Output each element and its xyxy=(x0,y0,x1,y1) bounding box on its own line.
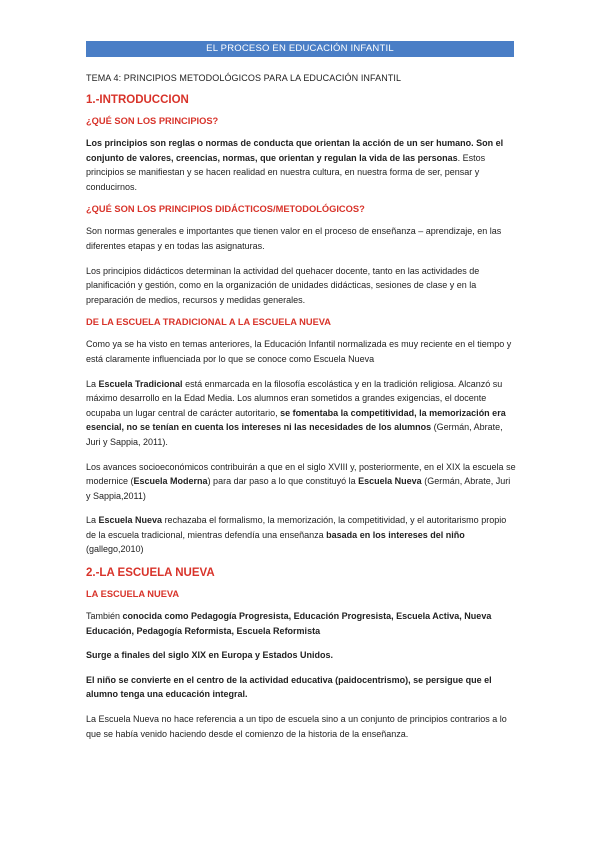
section-heading-escuela-nueva: 2.-LA ESCUELA NUEVA xyxy=(86,567,215,580)
citation: (Germán, Abrate, Juri y Sappia,2011) xyxy=(86,476,511,501)
subheading-que-son-principios: ¿QUÉ SON LOS PRINCIPIOS? xyxy=(86,116,219,126)
text: ) para dar paso a lo que constituyó la xyxy=(207,476,359,487)
bold-text: Escuela Moderna xyxy=(133,476,208,487)
subheading-tradicional-a-nueva: DE LA ESCUELA TRADICIONAL A LA ESCUELA NUEVA xyxy=(86,317,331,328)
text: Los avances socioeconómicos contribuirán a que en el siglo XVIII y, posteriormente, en el XIX la escuela se modernice ( xyxy=(86,461,516,487)
paragraph-principios-didacticos: Los principios didácticos determinan la actividad del quehacer docente, tanto en las actividades de planificación y gestión, como en la organización de unidades didácticas, sesiones de clase y en la preparación de medios, recursos y medidas generales. xyxy=(86,265,480,305)
paragraph-paidocentrismo: El niño se convierte en el centro de la actividad educativa (paidocentrismo), se persigue que el alumno tenga una educación integral. xyxy=(86,674,492,700)
bold-text: Escuela Nueva xyxy=(98,515,163,526)
paragraph-escuela-nueva-rechazo xyxy=(86,513,516,557)
document-body xyxy=(86,73,516,751)
bold-text: basada en los intereses del niño xyxy=(326,529,465,540)
paragraph-normas-generales: Son normas generales e importantes que tienen valor en el proceso de enseñanza – aprendizaje, en las diferentes etapas y en todas las asignaturas. xyxy=(86,226,502,251)
bold-text: se fomentaba la competitividad, la memorización era esencial, no se tenían en cuenta los intereses ni las necesidades de los alumnos xyxy=(86,407,506,433)
topic-title: TEMA 4: PRINCIPIOS METODOLÓGICOS PARA LA EDUCACIÓN INFANTIL xyxy=(86,73,402,83)
paragraph-tambien-conocida xyxy=(86,609,516,638)
paragraph-no-hace-referencia: La Escuela Nueva no hace referencia a un tipo de escuela sino a un conjunto de principios contrarios a lo que se había venido haciendo desde el comienzo de la historia de la enseñanza. xyxy=(86,714,507,739)
paragraph-educacion-infantil: Como ya se ha visto en temas anteriores, la Educación Infantil normalizada es muy reciente en el tiempo y está claramente influenciada por lo que se conoce como Escuela Nueva xyxy=(86,339,512,364)
text: También xyxy=(86,611,123,622)
bold-text: Escuela Nueva xyxy=(358,476,422,487)
paragraph-surge: Surge a finales del siglo XIX en Europa y Estados Unidos. xyxy=(86,650,334,661)
text: rechazaba el formalismo, la memorización, la competitividad, y el autoritarismo propio de la escuela tradicional, mientras defendía una enseñanza xyxy=(86,515,507,540)
bold-text: conocida como Pedagogía Progresista, Educación Progresista, Escuela Activa, Nueva Educación, Pedagogía Reformista, Escuela Reformista xyxy=(86,611,492,636)
paragraph-escuela-tradicional xyxy=(86,377,516,450)
bold-text: Escuela Tradicional xyxy=(98,378,183,389)
citation: (gallego,2010) xyxy=(86,544,144,555)
text: La xyxy=(86,378,99,389)
subheading-principios-didacticos: ¿QUÉ SON LOS PRINCIPIOS DIDÁCTICOS/METODOLÓGICOS? xyxy=(86,204,365,215)
text: La xyxy=(86,515,99,526)
subheading-la-escuela-nueva: LA ESCUELA NUEVA xyxy=(86,589,180,600)
section-heading-introduccion: 1.-INTRODUCCION xyxy=(86,94,189,106)
text: está enmarcada en la filosofía escolástica y en la tradición religiosa. Alcanzó su máximo desarrollo en la Edad Media. Los alumnos eran sometidos a grandes exigencias, el docente ocupaba un lugar central de carácter autoritario, xyxy=(86,378,503,418)
bold-text: Los principios son reglas o normas de conducta que orientan la acción de un ser humano. Son el conjunto de valores, creencias, normas, que orientan y regulan la vida de las personas xyxy=(86,138,504,163)
paragraph-principios xyxy=(86,136,516,194)
paragraph-avances-socioeconomicos xyxy=(86,460,516,504)
document-header-banner: EL PROCESO EN EDUCACIÓN INFANTIL xyxy=(86,41,514,57)
text: . Estos principios se manifiestan y se hacen realidad en nuestra cultura, en nuestra forma de ser, pensar y conducirnos. xyxy=(86,152,486,192)
citation: (Germán, Abrate, Juri y Sappia, 2011). xyxy=(86,422,503,447)
